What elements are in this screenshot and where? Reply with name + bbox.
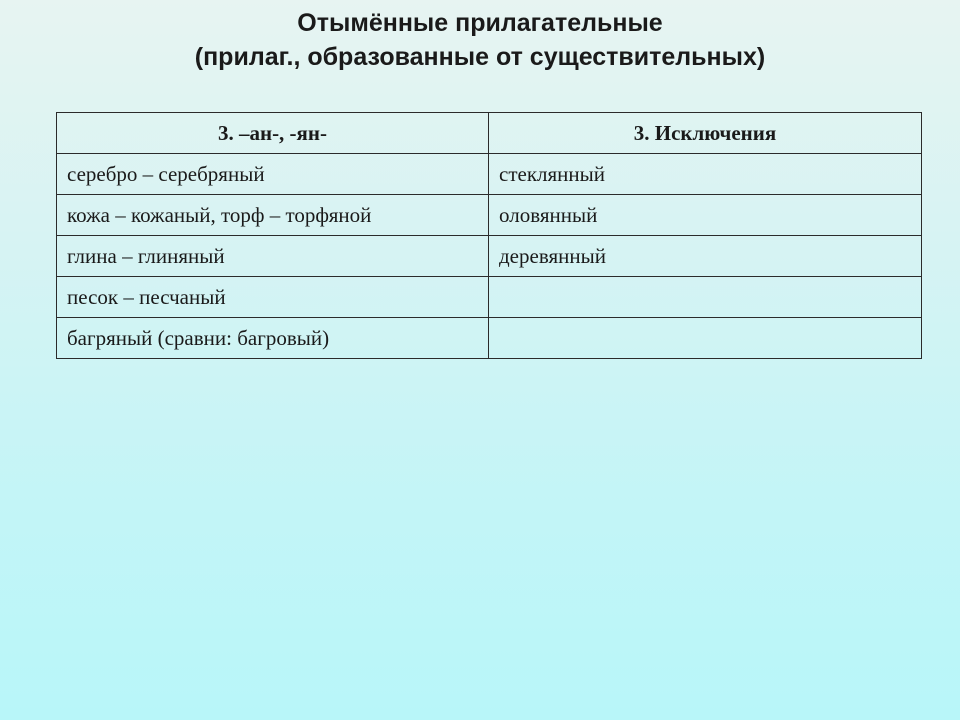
table-cell-example: багряный (сравни: багровый) [57, 318, 489, 359]
table-cell-example: серебро – серебряный [57, 154, 489, 195]
header-exceptions: 3. Исключения [489, 113, 922, 154]
table-row [57, 236, 922, 277]
suffix-rules-table [56, 112, 922, 359]
slide-title [0, 6, 960, 74]
table-cell-exception: оловянный [489, 195, 922, 236]
table-cell-example: глина – глиняный [57, 236, 489, 277]
slide-title-line-1: Отымённые прилагательные [297, 9, 663, 37]
table-cell-exception [489, 277, 922, 318]
table-cell-exception: деревянный [489, 236, 922, 277]
header-suffix-an-yan: 3. –ан-, -ян- [57, 113, 489, 154]
table-row [57, 318, 922, 359]
table-cell-exception: стеклянный [489, 154, 922, 195]
table-row [57, 277, 922, 318]
slide-title-line-2: (прилаг., образованные от существительных) [194, 43, 766, 71]
table-row [57, 195, 922, 236]
table-cell-example: песок – песчаный [57, 277, 489, 318]
table-cell-exception [489, 318, 922, 359]
table-cell-example: кожа – кожаный, торф – торфяной [57, 195, 489, 236]
table-header-row [57, 113, 922, 154]
table-row [57, 154, 922, 195]
